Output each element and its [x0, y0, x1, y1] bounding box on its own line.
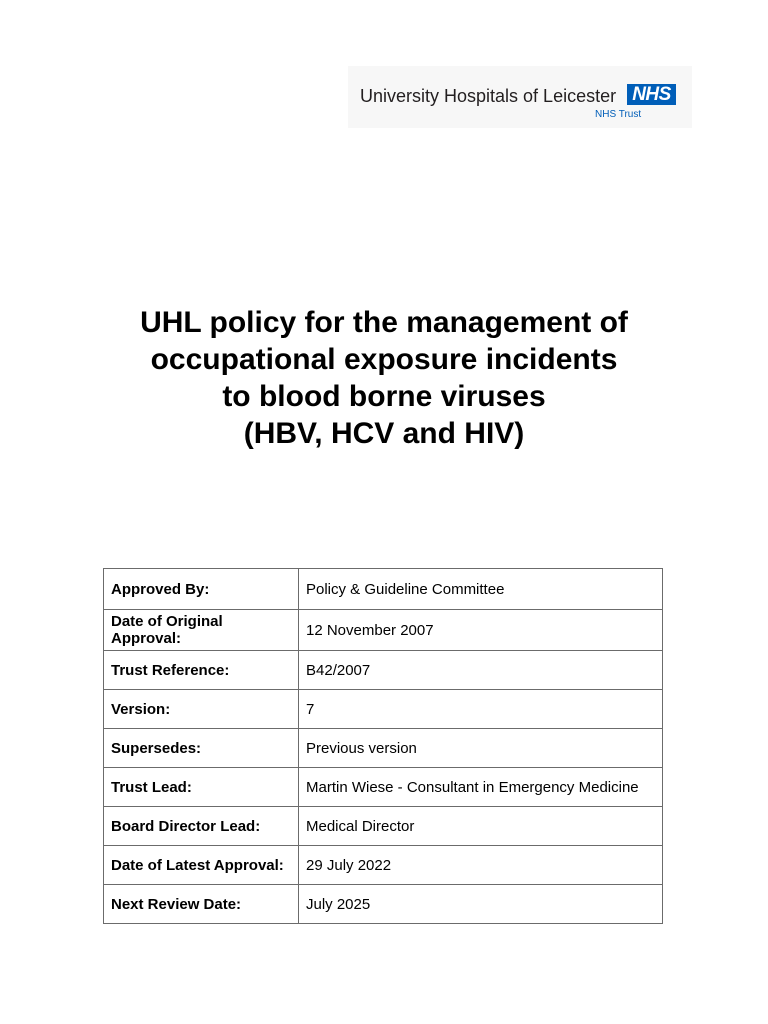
organisation-name: University Hospitals of Leicester: [360, 86, 617, 106]
row-value: July 2025: [299, 885, 663, 924]
table-row: [104, 885, 663, 924]
row-label: Trust Reference:: [104, 651, 299, 690]
row-label: Next Review Date:: [104, 885, 299, 924]
title-line: (HBV, HCV and HIV): [243, 417, 525, 450]
row-value: Previous version: [299, 729, 663, 768]
table-row: [104, 569, 663, 610]
table-row: [104, 610, 663, 651]
document-details-table: [103, 568, 663, 924]
row-value: 12 November 2007: [299, 610, 663, 651]
row-value: Policy & Guideline Committee: [299, 569, 663, 610]
row-value: B42/2007: [299, 651, 663, 690]
row-label: Date of Latest Approval:: [104, 846, 299, 885]
row-label: Trust Lead:: [104, 768, 299, 807]
table-row: [104, 690, 663, 729]
table-row: [104, 651, 663, 690]
title-line: to blood borne viruses: [222, 380, 546, 413]
title-line: occupational exposure incidents: [150, 343, 618, 376]
table-row: [104, 807, 663, 846]
row-label: Board Director Lead:: [104, 807, 299, 846]
row-value: 29 July 2022: [299, 846, 663, 885]
row-value: Medical Director: [299, 807, 663, 846]
row-label: Supersedes:: [104, 729, 299, 768]
nhs-logo-icon: NHS: [627, 84, 676, 105]
title-line: UHL policy for the management of: [140, 306, 628, 339]
row-label: Version:: [104, 690, 299, 729]
document-title: [84, 304, 684, 452]
row-value: Martin Wiese - Consultant in Emergency Medicine: [299, 768, 663, 807]
row-label: Approved By:: [104, 569, 299, 610]
row-label: Date of Original Approval:: [104, 610, 299, 651]
table-row: [104, 846, 663, 885]
table-row: [104, 768, 663, 807]
nhs-trust-label: NHS Trust: [595, 109, 642, 120]
organisation-logo: [348, 66, 692, 128]
row-value: 7: [299, 690, 663, 729]
table-row: [104, 729, 663, 768]
